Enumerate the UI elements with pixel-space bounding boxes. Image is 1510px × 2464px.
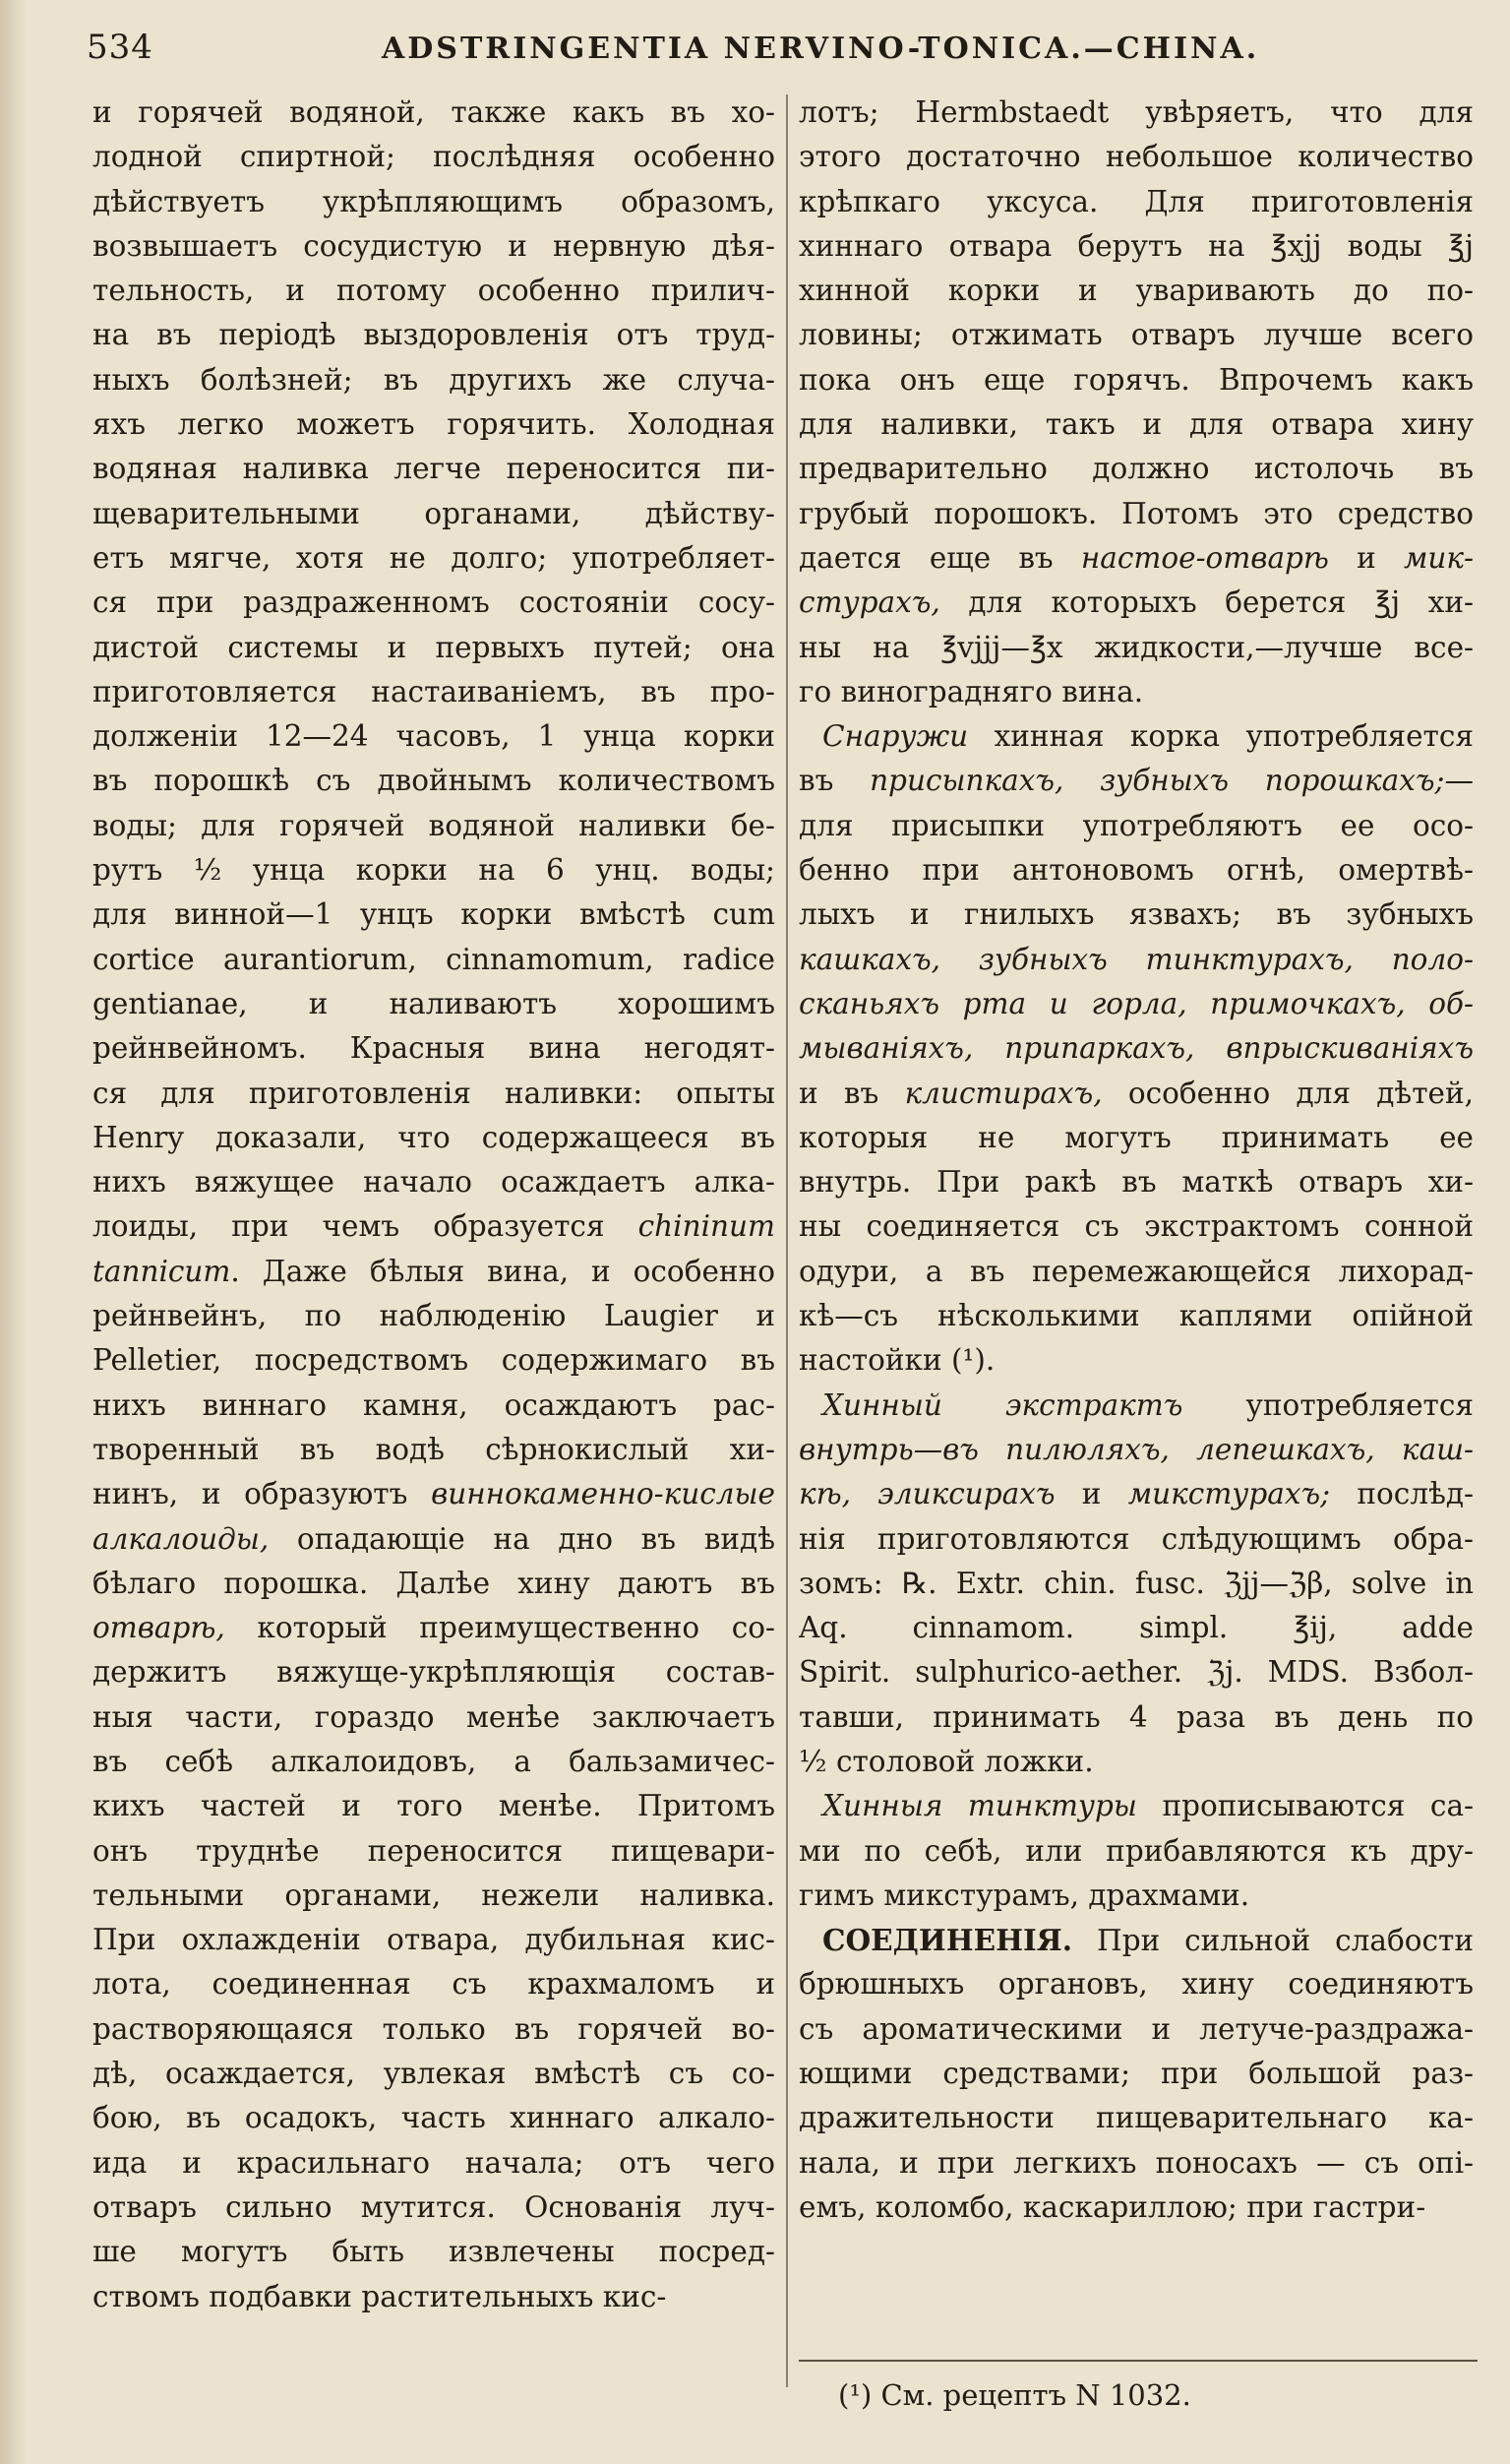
text-line: бою, въ осадокъ, часть хиннаго алкало- bbox=[92, 2101, 775, 2135]
text-line: кихъ частей и того менѣе. Притомъ bbox=[92, 1789, 775, 1823]
text-line: въ порошкѣ съ двойнымъ количествомъ bbox=[92, 764, 775, 798]
text-line: сканьяхъ рта и горла, примочкахъ, об- bbox=[799, 986, 1474, 1020]
text-line: хиннаго отвара берутъ на ℥xjj воды ℥j bbox=[799, 228, 1474, 263]
text-line: возвышаетъ сосудистую и нервную дѣя- bbox=[92, 228, 775, 263]
text-line: нала, и при легкихъ поносахъ — съ опі- bbox=[799, 2145, 1474, 2180]
text-line: бѣлаго порошка. Далѣе хину даютъ въ bbox=[92, 1566, 775, 1600]
text-line: СОЕДИНЕНІЯ. При сильной слабости bbox=[822, 1923, 1474, 1958]
text-line: При охлажденіи отвара, дубильная кис- bbox=[92, 1923, 775, 1957]
text-line: Aq. cinnamom. simpl. ℥ij, adde bbox=[799, 1611, 1474, 1645]
text-line: кѣ, эликсирахъ и микстурахъ; послѣд- bbox=[799, 1477, 1474, 1511]
text-line: ловины; отжимать отваръ лучше всего bbox=[799, 318, 1474, 352]
text-line: gentianae, и наливаютъ хорошимъ bbox=[92, 986, 775, 1020]
text-line: растворяющаяся только въ горячей во- bbox=[92, 2011, 775, 2046]
text-line: тельными органами, нежели наливка. bbox=[92, 1878, 775, 1912]
text-line: онъ труднѣе переносится пищевари- bbox=[92, 1833, 775, 1868]
text-line: етъ мягче, хотя не долго; употребляет- bbox=[92, 540, 775, 575]
right-text-column bbox=[799, 91, 1474, 2230]
text-line: для присыпки употребляютъ ее осо- bbox=[799, 808, 1474, 842]
text-line: рейнвейномъ. Красныя вина негодят- bbox=[92, 1031, 775, 1066]
text-line: стурахъ, для которыхъ берется ℥j хи- bbox=[799, 585, 1474, 620]
text-line: этого достаточно небольшое количество bbox=[799, 140, 1474, 174]
text-line: бенно при антоновомъ огнѣ, омертвѣ- bbox=[799, 853, 1474, 888]
text-line: ныя части, гораздо менѣе заключаетъ bbox=[92, 1699, 775, 1734]
text-line: пока онъ еще горячъ. Впрочемъ какъ bbox=[799, 362, 1474, 397]
text-line: ми по себѣ, или прибавляются къ дру- bbox=[799, 1833, 1474, 1868]
text-line: одури, а въ перемежающейся лихорад- bbox=[799, 1254, 1474, 1288]
page-gutter-shadow bbox=[0, 0, 26, 2464]
text-line: на въ періодѣ выздоровленія отъ труд- bbox=[92, 318, 775, 352]
text-line: тавши, принимать 4 раза въ день по bbox=[799, 1699, 1474, 1734]
running-title: ADSTRINGENTIA NERVINO-TONICA.—CHINA. bbox=[382, 31, 1260, 66]
text-line: лыхъ и гнилыхъ язвахъ; въ зубныхъ bbox=[799, 897, 1474, 932]
text-line: кѣ—съ нѣсколькими каплями опійной bbox=[799, 1299, 1474, 1333]
footnote: (¹) См. рецептъ N 1032. bbox=[838, 2378, 1191, 2412]
text-line: Spirit. sulphurico-aether. ℨj. MDS. Взбол- bbox=[799, 1655, 1474, 1690]
text-line: дѣйствуетъ укрѣпляющимъ образомъ, bbox=[92, 184, 775, 218]
text-line: зомъ: ℞. Extr. chin. fusc. ℨjj—ℨβ, solve in bbox=[799, 1566, 1474, 1600]
text-line: ющими средствами; при большой раз- bbox=[799, 2057, 1474, 2091]
text-line: дистой системы и первыхъ путей; она bbox=[92, 630, 775, 664]
text-line: приготовляется настаиваніемъ, въ про- bbox=[92, 674, 775, 708]
text-line: творенный въ водѣ сѣрнокислый хи- bbox=[92, 1432, 775, 1466]
text-line: нинъ, и образуютъ виннокаменно-кислые bbox=[92, 1477, 775, 1511]
text-line: брюшныхъ органовъ, хину соединяютъ bbox=[799, 1967, 1474, 2002]
text-line: отварѣ, который преимущественно со- bbox=[92, 1611, 775, 1645]
text-line: ны на ℥vjjj—℥x жидкости,—лучше все- bbox=[799, 630, 1474, 664]
text-line: предварительно должно истолочь въ bbox=[799, 452, 1474, 486]
text-line: мываніяхъ, припаркахъ, впрыскиваніяхъ bbox=[799, 1031, 1474, 1066]
text-line: дѣ, осаждается, увлекая вмѣстѣ съ со- bbox=[92, 2057, 775, 2091]
text-line: въ присыпкахъ, зубныхъ порошкахъ;— bbox=[799, 764, 1474, 798]
text-line: лодной спиртной; послѣдняя особенно bbox=[92, 140, 775, 174]
text-line: Снаружи хинная корка употребляется bbox=[822, 719, 1474, 754]
text-line: внутрь—въ пилюляхъ, лепешкахъ, каш- bbox=[799, 1432, 1474, 1466]
text-line: тельность, и потому особенно прилич- bbox=[92, 274, 775, 308]
text-line: щеварительными органами, дѣйству- bbox=[92, 496, 775, 530]
text-line: рутъ ½ унца корки на 6 унц. воды; bbox=[92, 853, 775, 888]
text-line: ида и красильнаго начала; отъ чего bbox=[92, 2145, 775, 2180]
text-line: воды; для горячей водяной наливки бе- bbox=[92, 808, 775, 842]
text-line: водяная наливка легче переносится пи- bbox=[92, 452, 775, 486]
text-line: ся для приготовленія наливки: опыты bbox=[92, 1076, 775, 1110]
text-line: крѣпкаго уксуса. Для приготовленія bbox=[799, 184, 1474, 218]
text-line: го виноградняго вина. bbox=[799, 674, 1144, 708]
text-line: кашкахъ, зубныхъ тинктурахъ, поло- bbox=[799, 942, 1474, 976]
text-line: рейнвейнъ, по наблюденію Laugier и bbox=[92, 1299, 775, 1333]
text-line: долженіи 12—24 часовъ, 1 унца корки bbox=[92, 719, 775, 754]
text-line: нія приготовляются слѣдующимъ обра- bbox=[799, 1521, 1474, 1556]
text-line: дается еще въ настое-отварѣ и мик- bbox=[799, 540, 1474, 575]
page-number: 534 bbox=[87, 28, 153, 67]
page-header bbox=[87, 24, 1424, 83]
text-line: Pelletier, посредствомъ содержимаго въ bbox=[92, 1343, 775, 1378]
text-line: ся при раздраженномъ состояніи сосу- bbox=[92, 585, 775, 620]
text-line: съ ароматическими и летуче-раздража- bbox=[799, 2011, 1474, 2046]
left-text-column bbox=[92, 91, 775, 2319]
text-line: cortice aurantiorum, cinnamomum, radice bbox=[92, 942, 775, 976]
text-line: и горячей водяной, также какъ въ хо- bbox=[92, 95, 775, 129]
text-line: гимъ микстурамъ, драхмами. bbox=[799, 1878, 1250, 1912]
text-line: ныхъ болѣзней; въ другихъ же случа- bbox=[92, 362, 775, 397]
text-line: дражительности пищеварительнаго ка- bbox=[799, 2101, 1474, 2135]
text-line: емъ, коломбо, каскариллою; при гастри- bbox=[799, 2189, 1426, 2224]
footnote-rule bbox=[799, 2360, 1478, 2362]
text-line: Henry доказали, что содержащееся въ bbox=[92, 1120, 775, 1154]
text-line: лота, соединенная съ крахмаломъ и bbox=[92, 1967, 775, 2002]
text-line: грубый порошокъ. Потомъ это средство bbox=[799, 496, 1474, 530]
text-line: лотъ; Hermbstaedt увѣряетъ, что для bbox=[799, 95, 1474, 129]
text-line: которыя не могутъ принимать ее bbox=[799, 1120, 1474, 1154]
text-line: лоиды, при чемъ образуется chininum bbox=[92, 1209, 775, 1244]
text-line: ше могутъ быть извлечены посред- bbox=[92, 2235, 775, 2269]
text-line: хинной корки и уваривають до по- bbox=[799, 274, 1474, 308]
text-line: алкалоиды, опадающіе на дно въ видѣ bbox=[92, 1521, 775, 1556]
text-line: tannicum. Даже бѣлыя вина, и особенно bbox=[92, 1254, 775, 1288]
text-line: держитъ вяжуще-укрѣпляющія состав- bbox=[92, 1655, 775, 1690]
text-line: Хинныя тинктуры прописываются са- bbox=[822, 1789, 1474, 1823]
text-line: настойки (¹). bbox=[799, 1343, 996, 1378]
column-divider bbox=[786, 94, 788, 2387]
text-line: яхъ легко можетъ горячить. Холодная bbox=[92, 407, 775, 442]
text-line: Хинный экстрактъ употребляется bbox=[822, 1387, 1474, 1422]
text-line: внутрь. При ракѣ въ маткѣ отваръ хи- bbox=[799, 1165, 1474, 1200]
text-line: ½ столовой ложки. bbox=[799, 1744, 1094, 1778]
text-line: въ себѣ алкалоидовъ, а бальзамичес- bbox=[92, 1744, 775, 1778]
text-line: для наливки, такъ и для отвара хину bbox=[799, 407, 1474, 442]
text-line: ны соединяется съ экстрактомъ сонной bbox=[799, 1209, 1474, 1244]
text-line: нихъ виннаго камня, осаждаютъ рас- bbox=[92, 1387, 775, 1422]
text-line: нихъ вяжущее начало осаждаетъ алка- bbox=[92, 1165, 775, 1200]
text-line: отваръ сильно мутится. Основанія луч- bbox=[92, 2189, 775, 2224]
text-line: и въ клистирахъ, особенно для дѣтей, bbox=[799, 1076, 1474, 1110]
text-line: ствомъ подбавки растительныхъ кис- bbox=[92, 2279, 667, 2313]
text-line: для винной—1 унцъ корки вмѣстѣ cum bbox=[92, 897, 775, 932]
